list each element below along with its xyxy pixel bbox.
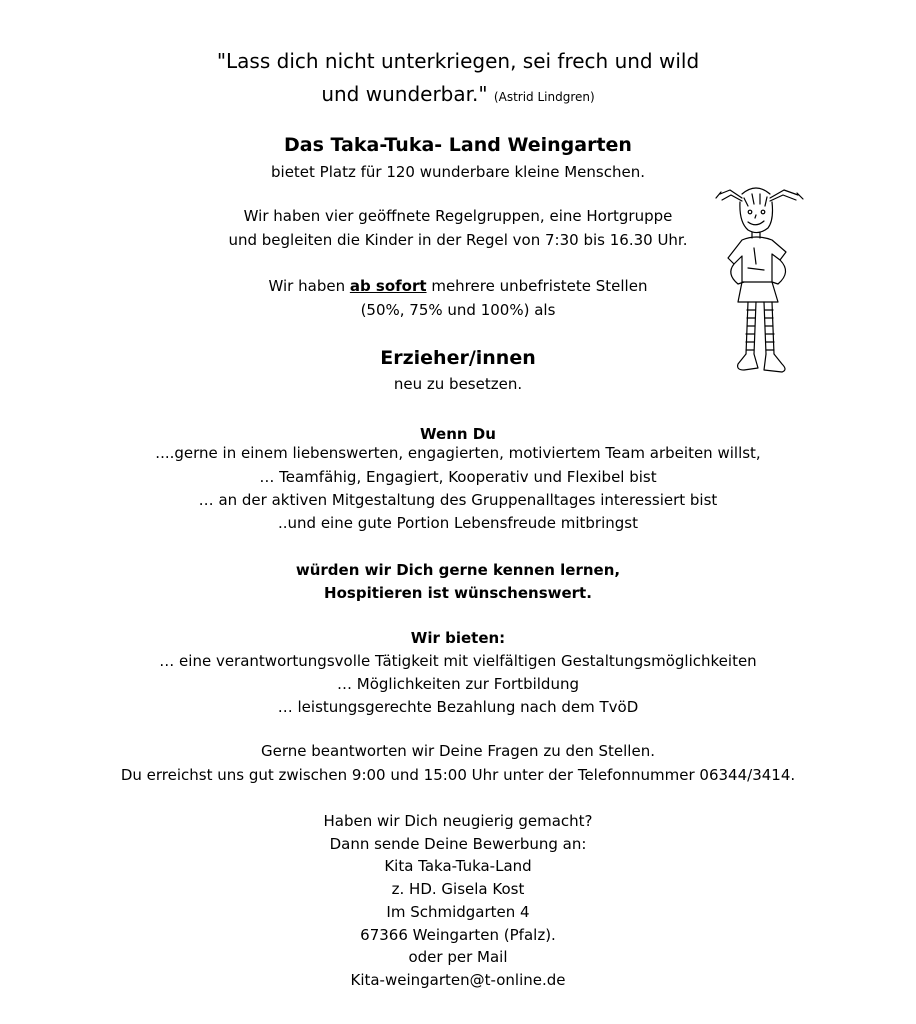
- positions-pre: Wir haben: [268, 277, 350, 295]
- contact-line-2: Du erreichst uns gut zwischen 9:00 und 15:00 Uhr unter der Telefonnummer 06344/3414.: [120, 766, 796, 784]
- job-title: Erzieher/innen: [380, 347, 536, 369]
- wenn-du-item: ..und eine gute Portion Lebensfreude mitbringst: [277, 514, 638, 532]
- email-address: Kita-weingarten@t-online.de: [350, 971, 566, 989]
- positions-highlight: ab sofort: [349, 277, 427, 295]
- wir-bieten-heading: Wir bieten:: [410, 629, 506, 647]
- intro-text: bietet Platz für 120 wunderbare kleine Menschen.: [271, 163, 645, 181]
- wir-bieten-item: … Möglichkeiten zur Fortbildung: [337, 675, 579, 693]
- wenn-du-item: … Teamfähig, Engagiert, Kooperativ und Flexibel bist: [259, 468, 657, 486]
- quote-line-1: "Lass dich nicht unterkriegen, sei frech und wild: [216, 49, 700, 73]
- quote-author: (Astrid Lindgren): [493, 90, 595, 104]
- application-line: Im Schmidgarten 4: [386, 903, 530, 921]
- job-subtitle: neu zu besetzen.: [393, 375, 523, 393]
- quote-text: und wunderbar.": [321, 82, 488, 106]
- closing-line-2: Hospitieren ist wünschenswert.: [324, 584, 592, 602]
- positions-line-2: (50%, 75% und 100%) als: [360, 301, 556, 319]
- application-line: Haben wir Dich neugierig gemacht?: [323, 812, 593, 830]
- application-line: Kita Taka-Tuka-Land: [384, 857, 532, 875]
- application-line: z. HD. Gisela Kost: [391, 880, 525, 898]
- closing-line-1: würden wir Dich gerne kennen lernen,: [295, 561, 621, 579]
- application-line: oder per Mail: [408, 948, 508, 966]
- pippi-illustration: [712, 178, 808, 384]
- application-line: Dann sende Deine Bewerbung an:: [329, 835, 587, 853]
- wir-bieten-item: … eine verantwortungsvolle Tätigkeit mit vielfältigen Gestaltungsmöglichkeiten: [159, 652, 757, 670]
- groups-line-1: Wir haben vier geöffnete Regelgruppen, eine Hortgruppe: [243, 207, 673, 225]
- quote-line-2: [0, 81, 916, 110]
- wenn-du-item: ....gerne in einem liebenswerten, engagierten, motiviertem Team arbeiten willst,: [155, 444, 761, 462]
- wenn-du-heading: Wenn Du: [420, 425, 496, 443]
- page-title: Das Taka-Tuka- Land Weingarten: [284, 134, 632, 156]
- wir-bieten-item: … leistungsgerechte Bezahlung nach dem TvöD: [277, 698, 639, 716]
- application-line: 67366 Weingarten (Pfalz).: [360, 926, 556, 944]
- contact-line-1: Gerne beantworten wir Deine Fragen zu den Stellen.: [261, 742, 655, 760]
- wenn-du-item: … an der aktiven Mitgestaltung des Gruppenalltages interessiert bist: [198, 491, 718, 509]
- groups-line-2: und begleiten die Kinder in der Regel von 7:30 bis 16.30 Uhr.: [228, 231, 688, 249]
- positions-post: mehrere unbefristete Stellen: [426, 277, 648, 295]
